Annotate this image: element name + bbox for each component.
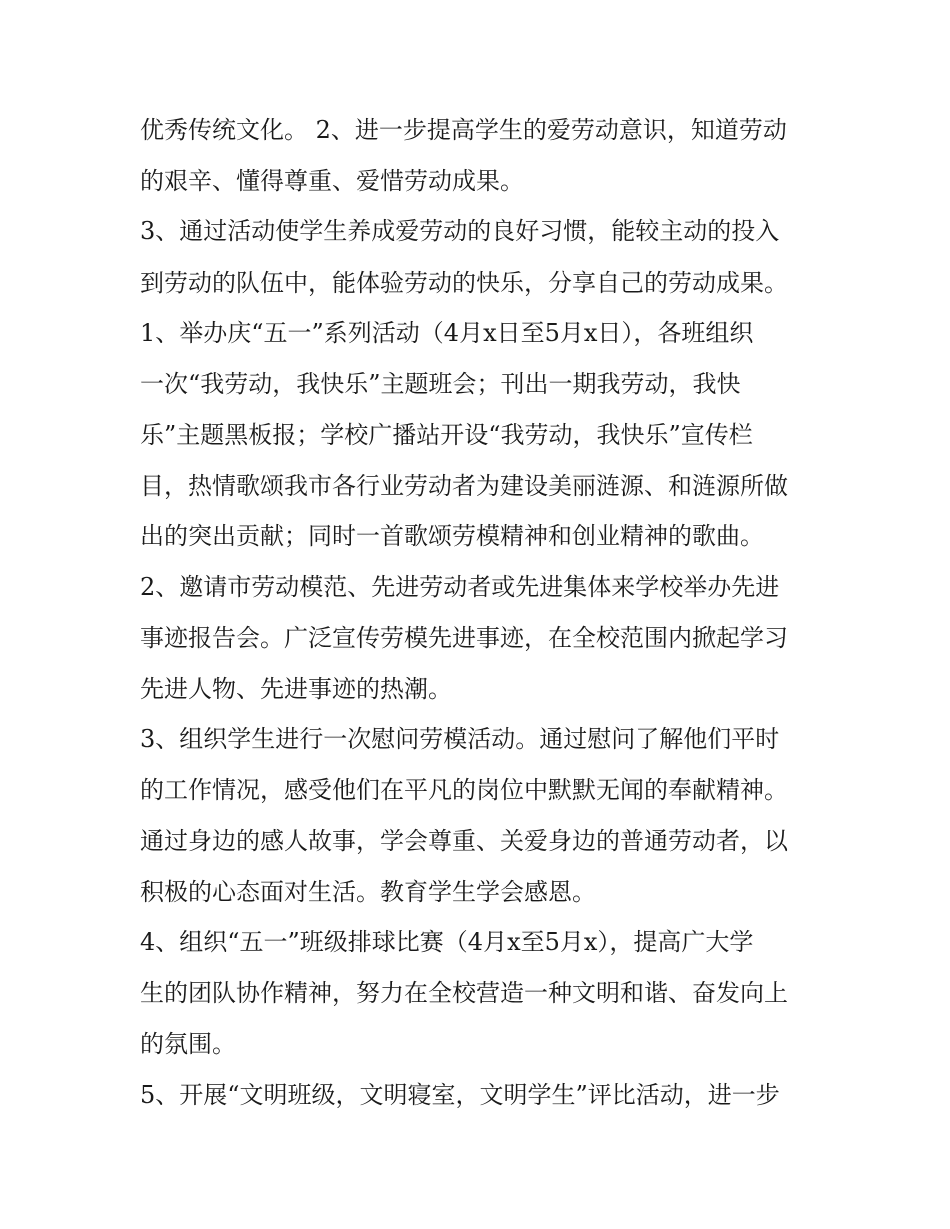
- text-line: 到劳动的队伍中，能体验劳动的快乐，分享自己的劳动成果。: [140, 269, 788, 297]
- text-line: 2、邀请市劳动模范、先进劳动者或先进集体来学校举办先进: [140, 573, 780, 601]
- text-line: 事迹报告会。广泛宣传劳模先进事迹，在全校范围内掀起学习: [140, 624, 788, 652]
- text-line: 一次“我劳动，我快乐”主题班会；刊出一期我劳动，我快: [140, 370, 741, 398]
- text-line: 积极的心态面对生活。教育学生学会感恩。: [140, 878, 596, 906]
- text-line: 4、组织“五一”班级排球比赛（4月x至5月x），提高广大学: [140, 928, 754, 956]
- text-line: 3、通过活动使学生养成爱劳动的良好习惯，能较主动的投入: [140, 217, 780, 245]
- text-line: 生的团队协作精神，努力在全校营造一种文明和谐、奋发向上: [140, 979, 788, 1007]
- text-line: 先进人物、先进事迹的热潮。: [140, 675, 452, 703]
- text-line: 优秀传统文化。 2、进一步提高学生的爱劳动意识，知道劳动: [140, 116, 787, 144]
- text-line: 出的突出贡献；同时一首歌颂劳模精神和创业精神的歌曲。: [140, 522, 764, 550]
- text-line: 3、组织学生进行一次慰问劳模活动。通过慰问了解他们平时: [140, 725, 780, 753]
- text-line: 的艰辛、懂得尊重、爱惜劳动成果。: [140, 167, 524, 195]
- text-line: 的工作情况，感受他们在平凡的岗位中默默无闻的奉献精神。: [140, 776, 788, 804]
- text-line: 5、开展“文明班级，文明寝室，文明学生”评比活动，进一步: [140, 1081, 780, 1109]
- text-line: 乐”主题黑板报；学校广播站开设“我劳动，我快乐”宣传栏: [140, 421, 753, 449]
- text-line: 的氛围。: [140, 1030, 236, 1058]
- text-line: 1、举办庆“五一”系列活动（4月x日至5月x日），各班组织: [140, 319, 754, 347]
- text-line: 目，热情歌颂我市各行业劳动者为建设美丽涟源、和涟源所做: [140, 472, 788, 500]
- text-line: 通过身边的感人故事，学会尊重、关爱身边的普通劳动者，以: [140, 827, 788, 855]
